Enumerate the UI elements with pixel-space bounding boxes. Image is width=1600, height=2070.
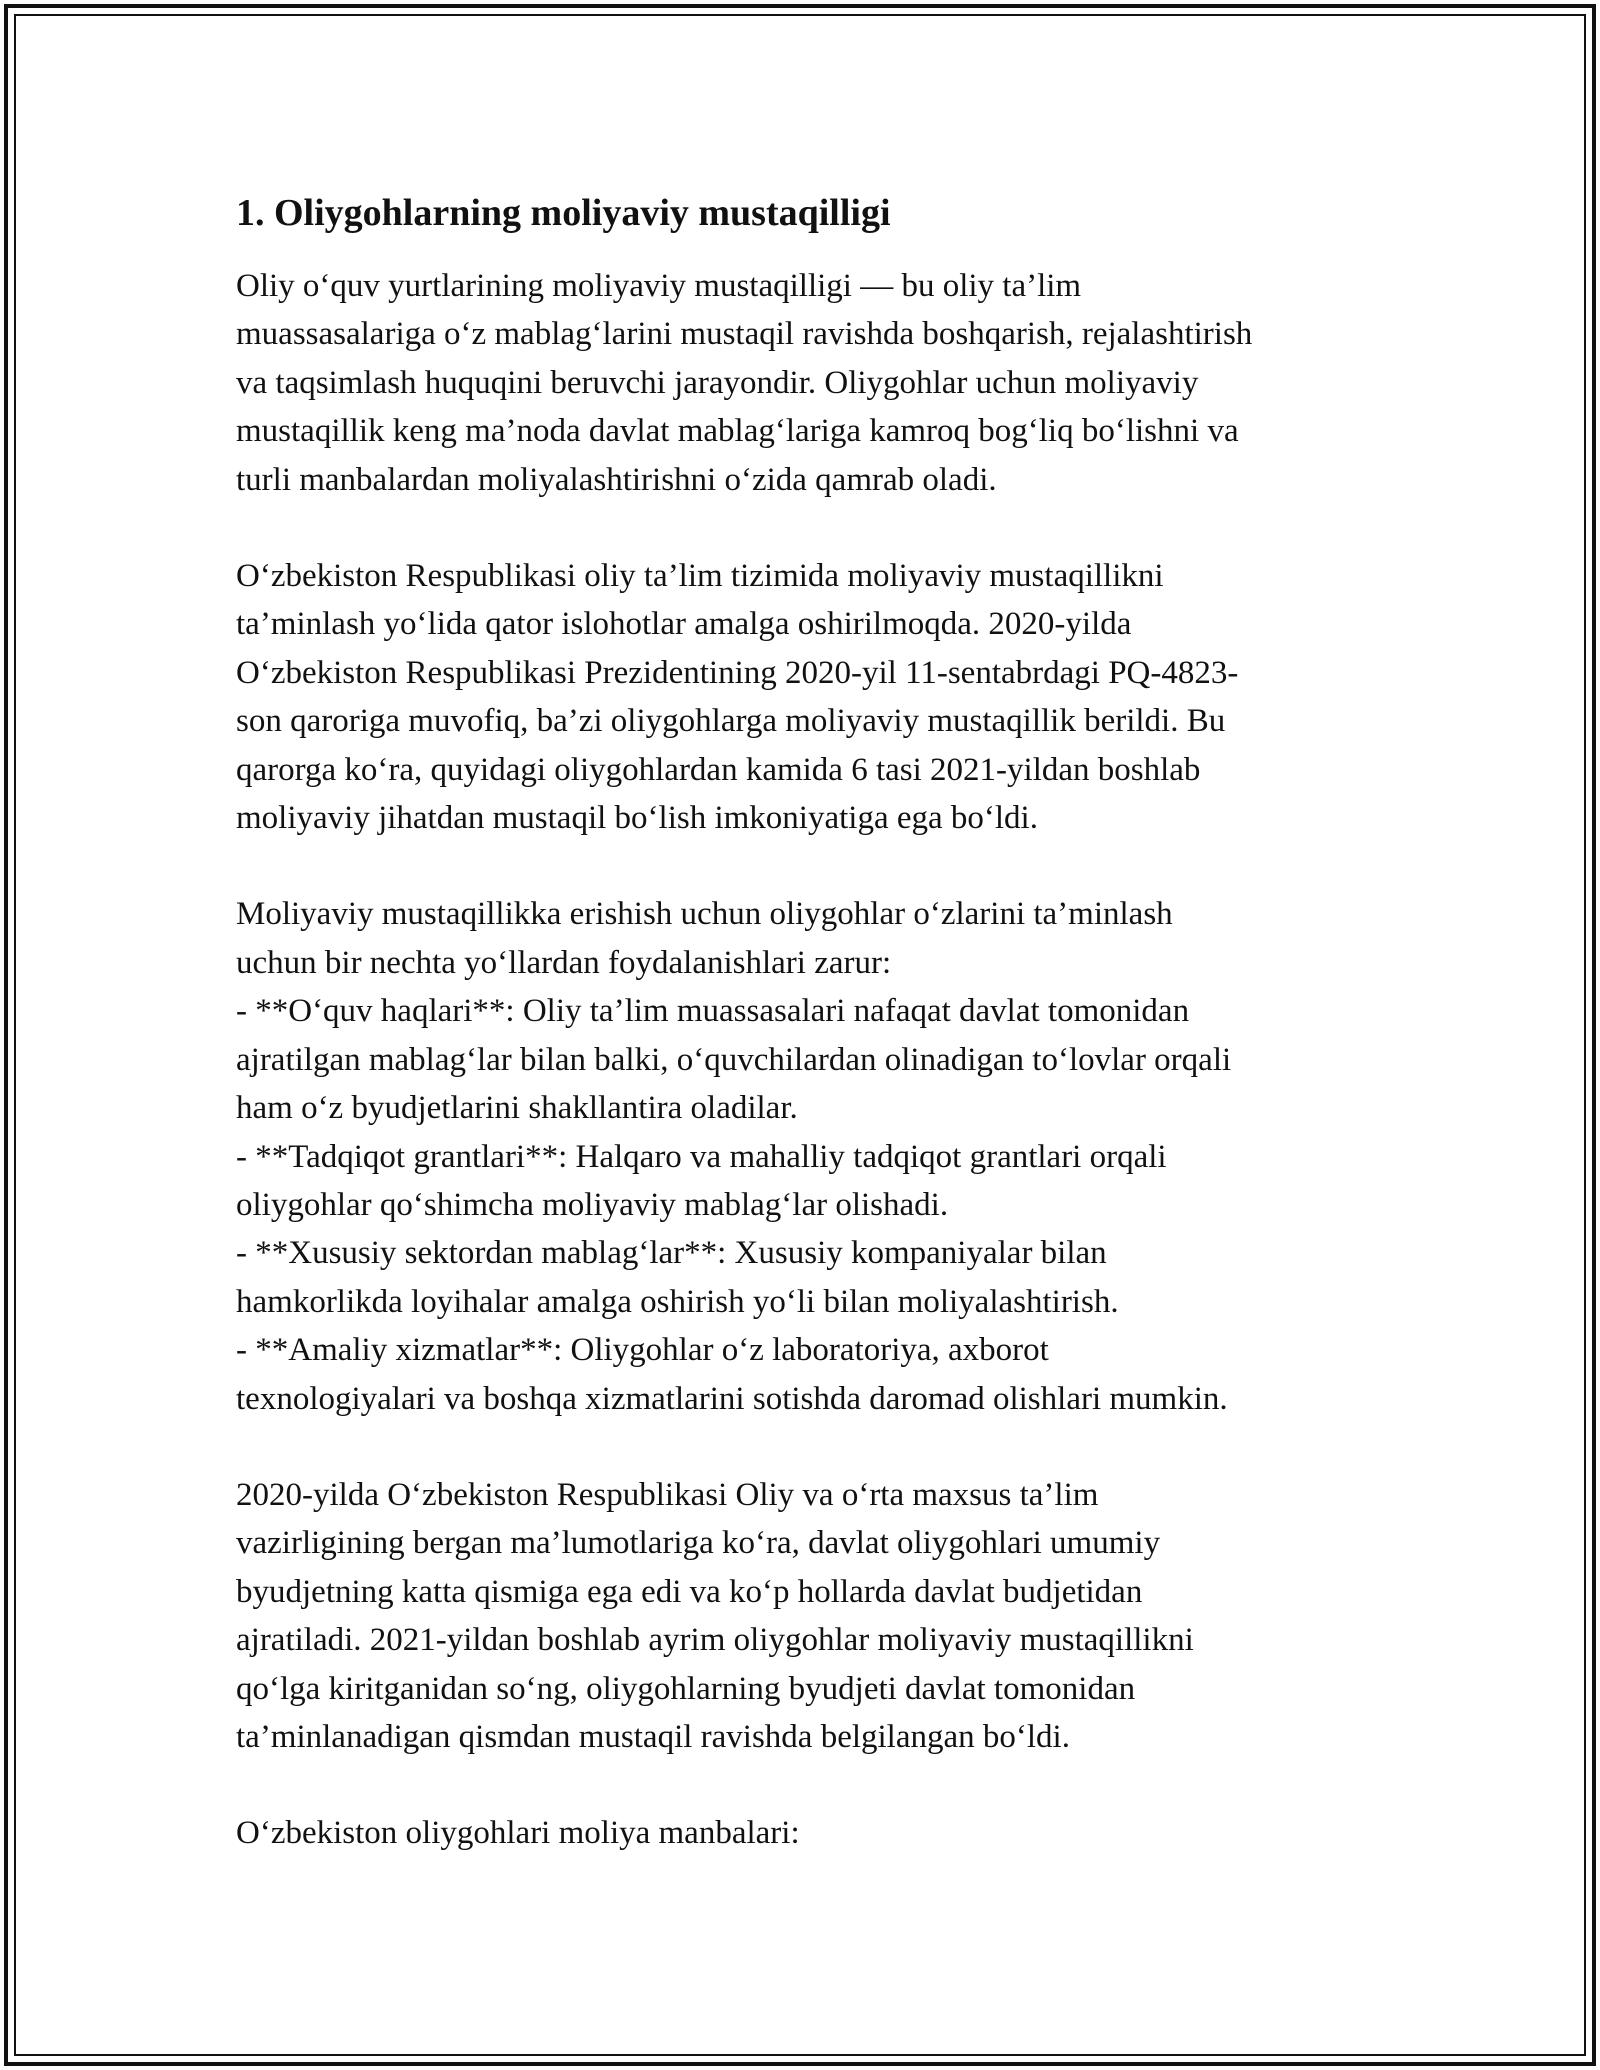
text-line: Oliy o‘quv yurtlarining moliyaviy mustaqilligi — bu oliy ta’lim — [236, 268, 1082, 304]
paragraph-funding-sources — [236, 1809, 1376, 1857]
text-line: qo‘lga kiritganidan so‘ng, oliygohlarning byudjeti davlat tomonidan — [236, 1670, 1136, 1707]
list-item-line: - **Xususiy sektordan mablag‘lar**: Xususiy kompaniyalar bilan — [236, 1235, 1107, 1272]
paragraph-definition — [236, 262, 1376, 504]
paragraph-reforms — [236, 552, 1376, 842]
paragraph-budget-2020 — [236, 1471, 1376, 1761]
text-line: 2020-yilda O‘zbekiston Respublikasi Oliy va o‘rta maxsus ta’lim — [236, 1476, 1099, 1513]
text-line: uchun bir nechta yo‘llardan foydalanishlari zarur: — [236, 944, 892, 981]
list-item-line: - **Tadqiqot grantlari**: Halqaro va mahalliy tadqiqot grantlari orqali — [236, 1138, 1167, 1175]
text-line: son qaroriga muvofiq, ba’zi oliygohlarga moliyaviy mustaqillik berildi. Bu — [236, 703, 1226, 740]
section-heading: 1. Oliygohlarning moliyaviy mustaqilligi — [236, 192, 891, 234]
text-line: vazirligining bergan ma’lumotlariga ko‘ra, davlat oliygohlari umumiy — [236, 1525, 1161, 1562]
text-line: ta’minlanadigan qismdan mustaqil ravishda belgilangan bo‘ldi. — [236, 1718, 1070, 1755]
list-item-line: ham o‘z byudjetlarini shakllantira oladilar. — [236, 1090, 798, 1127]
text-line: Moliyaviy mustaqillikka erishish uchun oliygohlar o‘zlarini ta’minlash — [236, 896, 1173, 933]
list-item-line: ajratilgan mablag‘lar bilan balki, o‘quvchilardan olinadigan to‘lovlar orqali — [236, 1041, 1232, 1078]
text-line: qarorga ko‘ra, quyidagi oliygohlardan kamida 6 tasi 2021-yildan boshlab — [236, 751, 1201, 788]
text-line: O‘zbekiston Respublikasi Prezidentining 2020-yil 11-sentabrdagi PQ-4823- — [236, 654, 1239, 691]
list-item-line: hamkorlikda loyihalar amalga oshirish yo‘li bilan moliyalashtirish. — [236, 1283, 1119, 1320]
list-item-line: - **O‘quv haqlari**: Oliy ta’lim muassasalari nafaqat davlat tomonidan — [236, 993, 1190, 1030]
text-line: byudjetning katta qismiga ega edi va ko‘p hollarda davlat budjetidan — [236, 1573, 1143, 1610]
list-item-line: oliygohlar qo‘shimcha moliyaviy mablag‘lar olishadi. — [236, 1186, 949, 1223]
text-line: O‘zbekiston oliygohlari moliya manbalari: — [236, 1815, 800, 1852]
text-line: ajratiladi. 2021-yildan boshlab ayrim oliygohlar moliyaviy mustaqillikni — [236, 1622, 1194, 1659]
text-line: muassasalariga o‘z mablag‘larini mustaqil ravishda boshqarish, rejalashtirish — [236, 316, 1253, 353]
text-line: va taqsimlash huquqini beruvchi jarayondir. Oliygohlar uchun moliyaviy — [236, 364, 1199, 401]
text-line: mustaqillik keng ma’noda davlat mablag‘lariga kamroq bog‘liq bo‘lishni va — [236, 413, 1239, 450]
document-page — [236, 190, 1376, 1906]
text-line: ta’minlash yo‘lida qator islohotlar amalga oshirilmoqda. 2020-yilda — [236, 606, 1132, 643]
text-line: O‘zbekiston Respublikasi oliy ta’lim tizimida moliyaviy mustaqillikni — [236, 558, 1164, 595]
list-item-line: texnologiyalari va boshqa xizmatlarini sotishda daromad olishlari mumkin. — [236, 1380, 1228, 1417]
list-item-line: - **Amaliy xizmatlar**: Oliygohlar o‘z laboratoriya, axborot — [236, 1332, 1049, 1369]
text-line: moliyaviy jihatdan mustaqil bo‘lish imkoniyatiga ega bo‘ldi. — [236, 800, 1038, 837]
text-line: turli manbalardan moliyalashtirishni o‘zida qamrab oladi. — [236, 461, 997, 498]
paragraph-funding-ways — [236, 890, 1376, 1422]
